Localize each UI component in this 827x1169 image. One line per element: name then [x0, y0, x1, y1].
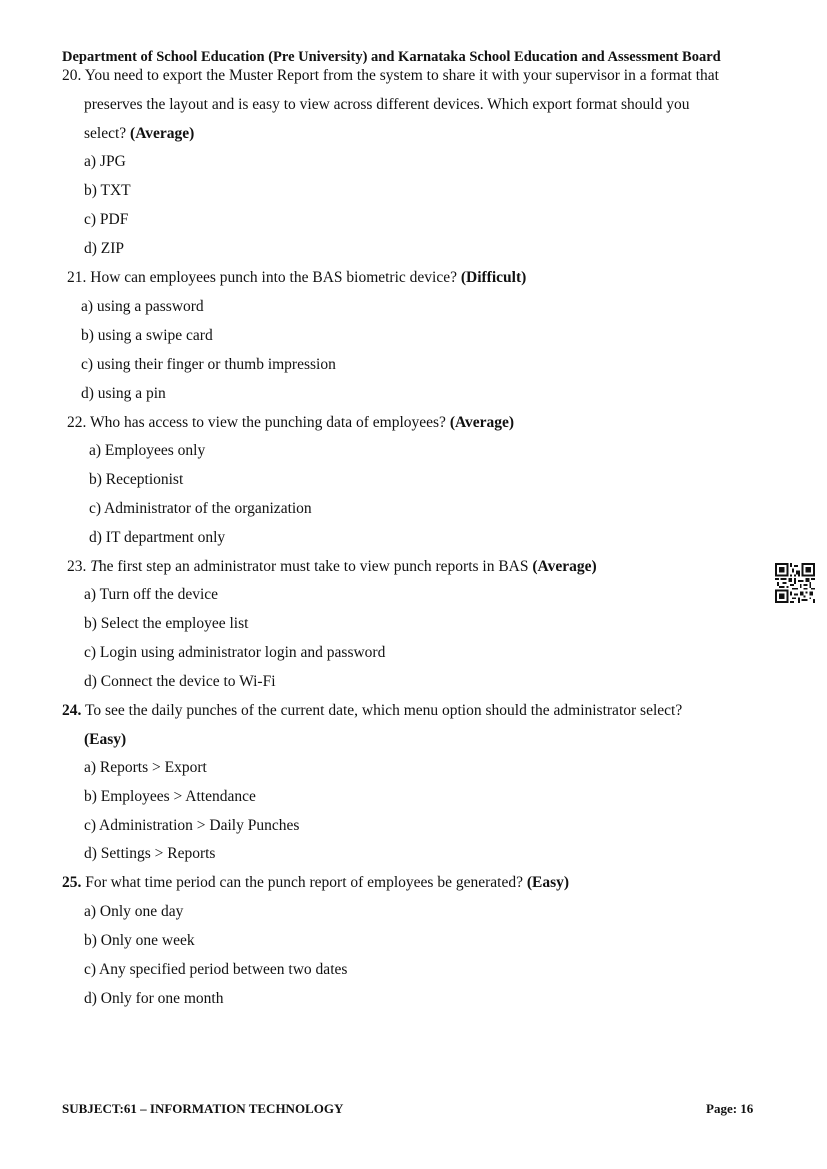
question-number: 22. [67, 414, 87, 431]
option: a) JPG [84, 153, 126, 170]
difficulty-label: (Average) [449, 414, 515, 431]
option: a) Reports > Export [84, 759, 207, 776]
question-23 [67, 557, 597, 577]
difficulty-label: (Average) [130, 125, 195, 142]
option: c) Login using administrator login and password [84, 644, 386, 661]
option: d) using a pin [81, 385, 166, 402]
option: d) ZIP [84, 240, 125, 257]
option: b) Only one week [84, 932, 195, 949]
question-22 [67, 413, 514, 433]
option: b) Employees > Attendance [84, 788, 256, 805]
footer-subject: SUBJECT:61 – INFORMATION TECHNOLOGY [62, 1101, 344, 1116]
question-text: For what time period can the punch report of employees be generated? [85, 874, 523, 891]
difficulty-label: (Average) [532, 558, 597, 575]
question-text: Who has access to view the punching data of employees? [89, 414, 446, 431]
question-number: 23. [67, 558, 87, 575]
option: c) PDF [84, 211, 129, 228]
question-text: select? [84, 125, 127, 142]
option: a) using a password [81, 298, 204, 315]
option: c) Administration > Daily Punches [84, 817, 300, 834]
question-initial: T [90, 558, 99, 575]
question-text [90, 558, 528, 575]
option: c) Administrator of the organization [89, 500, 312, 517]
option: c) using their finger or thumb impression [81, 356, 336, 373]
difficulty-label: (Difficult) [460, 269, 527, 286]
question-number: 21. [67, 269, 87, 286]
question-text-continued: preserves the layout and is easy to view across different devices. Which export format should you [84, 96, 690, 113]
option: b) Receptionist [89, 471, 184, 488]
question-text: To see the daily punches of the current date, which menu option should the administrator select? [84, 702, 683, 719]
option: d) Only for one month [84, 990, 224, 1007]
question-number: 24. [62, 702, 82, 719]
question-number: 25. [62, 874, 82, 891]
option: d) Settings > Reports [84, 845, 216, 862]
option: a) Only one day [84, 903, 184, 920]
option: a) Turn off the device [84, 586, 219, 603]
difficulty-label: (Easy) [84, 731, 127, 748]
question-text: You need to export the Muster Report from the system to share it with your supervisor in a format that [84, 67, 719, 84]
page-header: Department of School Education (Pre University) and Karnataka School Education and Assessment Board [62, 49, 721, 65]
question-20 [62, 66, 719, 86]
question-25 [62, 873, 569, 893]
option: d) Connect the device to Wi-Fi [84, 673, 276, 690]
difficulty-label: (Easy) [526, 874, 570, 891]
option: d) IT department only [89, 529, 226, 546]
page-number: Page: 16 [706, 1101, 754, 1116]
question-text-continued [84, 124, 194, 144]
question-number: 20. [62, 67, 82, 84]
question-24 [62, 701, 682, 721]
qr-code-icon [775, 563, 815, 603]
question-text: How can employees punch into the BAS biometric device? [90, 269, 457, 286]
option: c) Any specified period between two dates [84, 961, 348, 978]
option: a) Employees only [89, 442, 206, 459]
option: b) Select the employee list [84, 615, 249, 632]
option: b) TXT [84, 182, 131, 199]
question-21 [67, 268, 526, 288]
option: b) using a swipe card [81, 327, 213, 344]
question-text-rest: he first step an administrator must take to view punch reports in BAS [98, 558, 529, 575]
question-text-continued [84, 730, 126, 750]
